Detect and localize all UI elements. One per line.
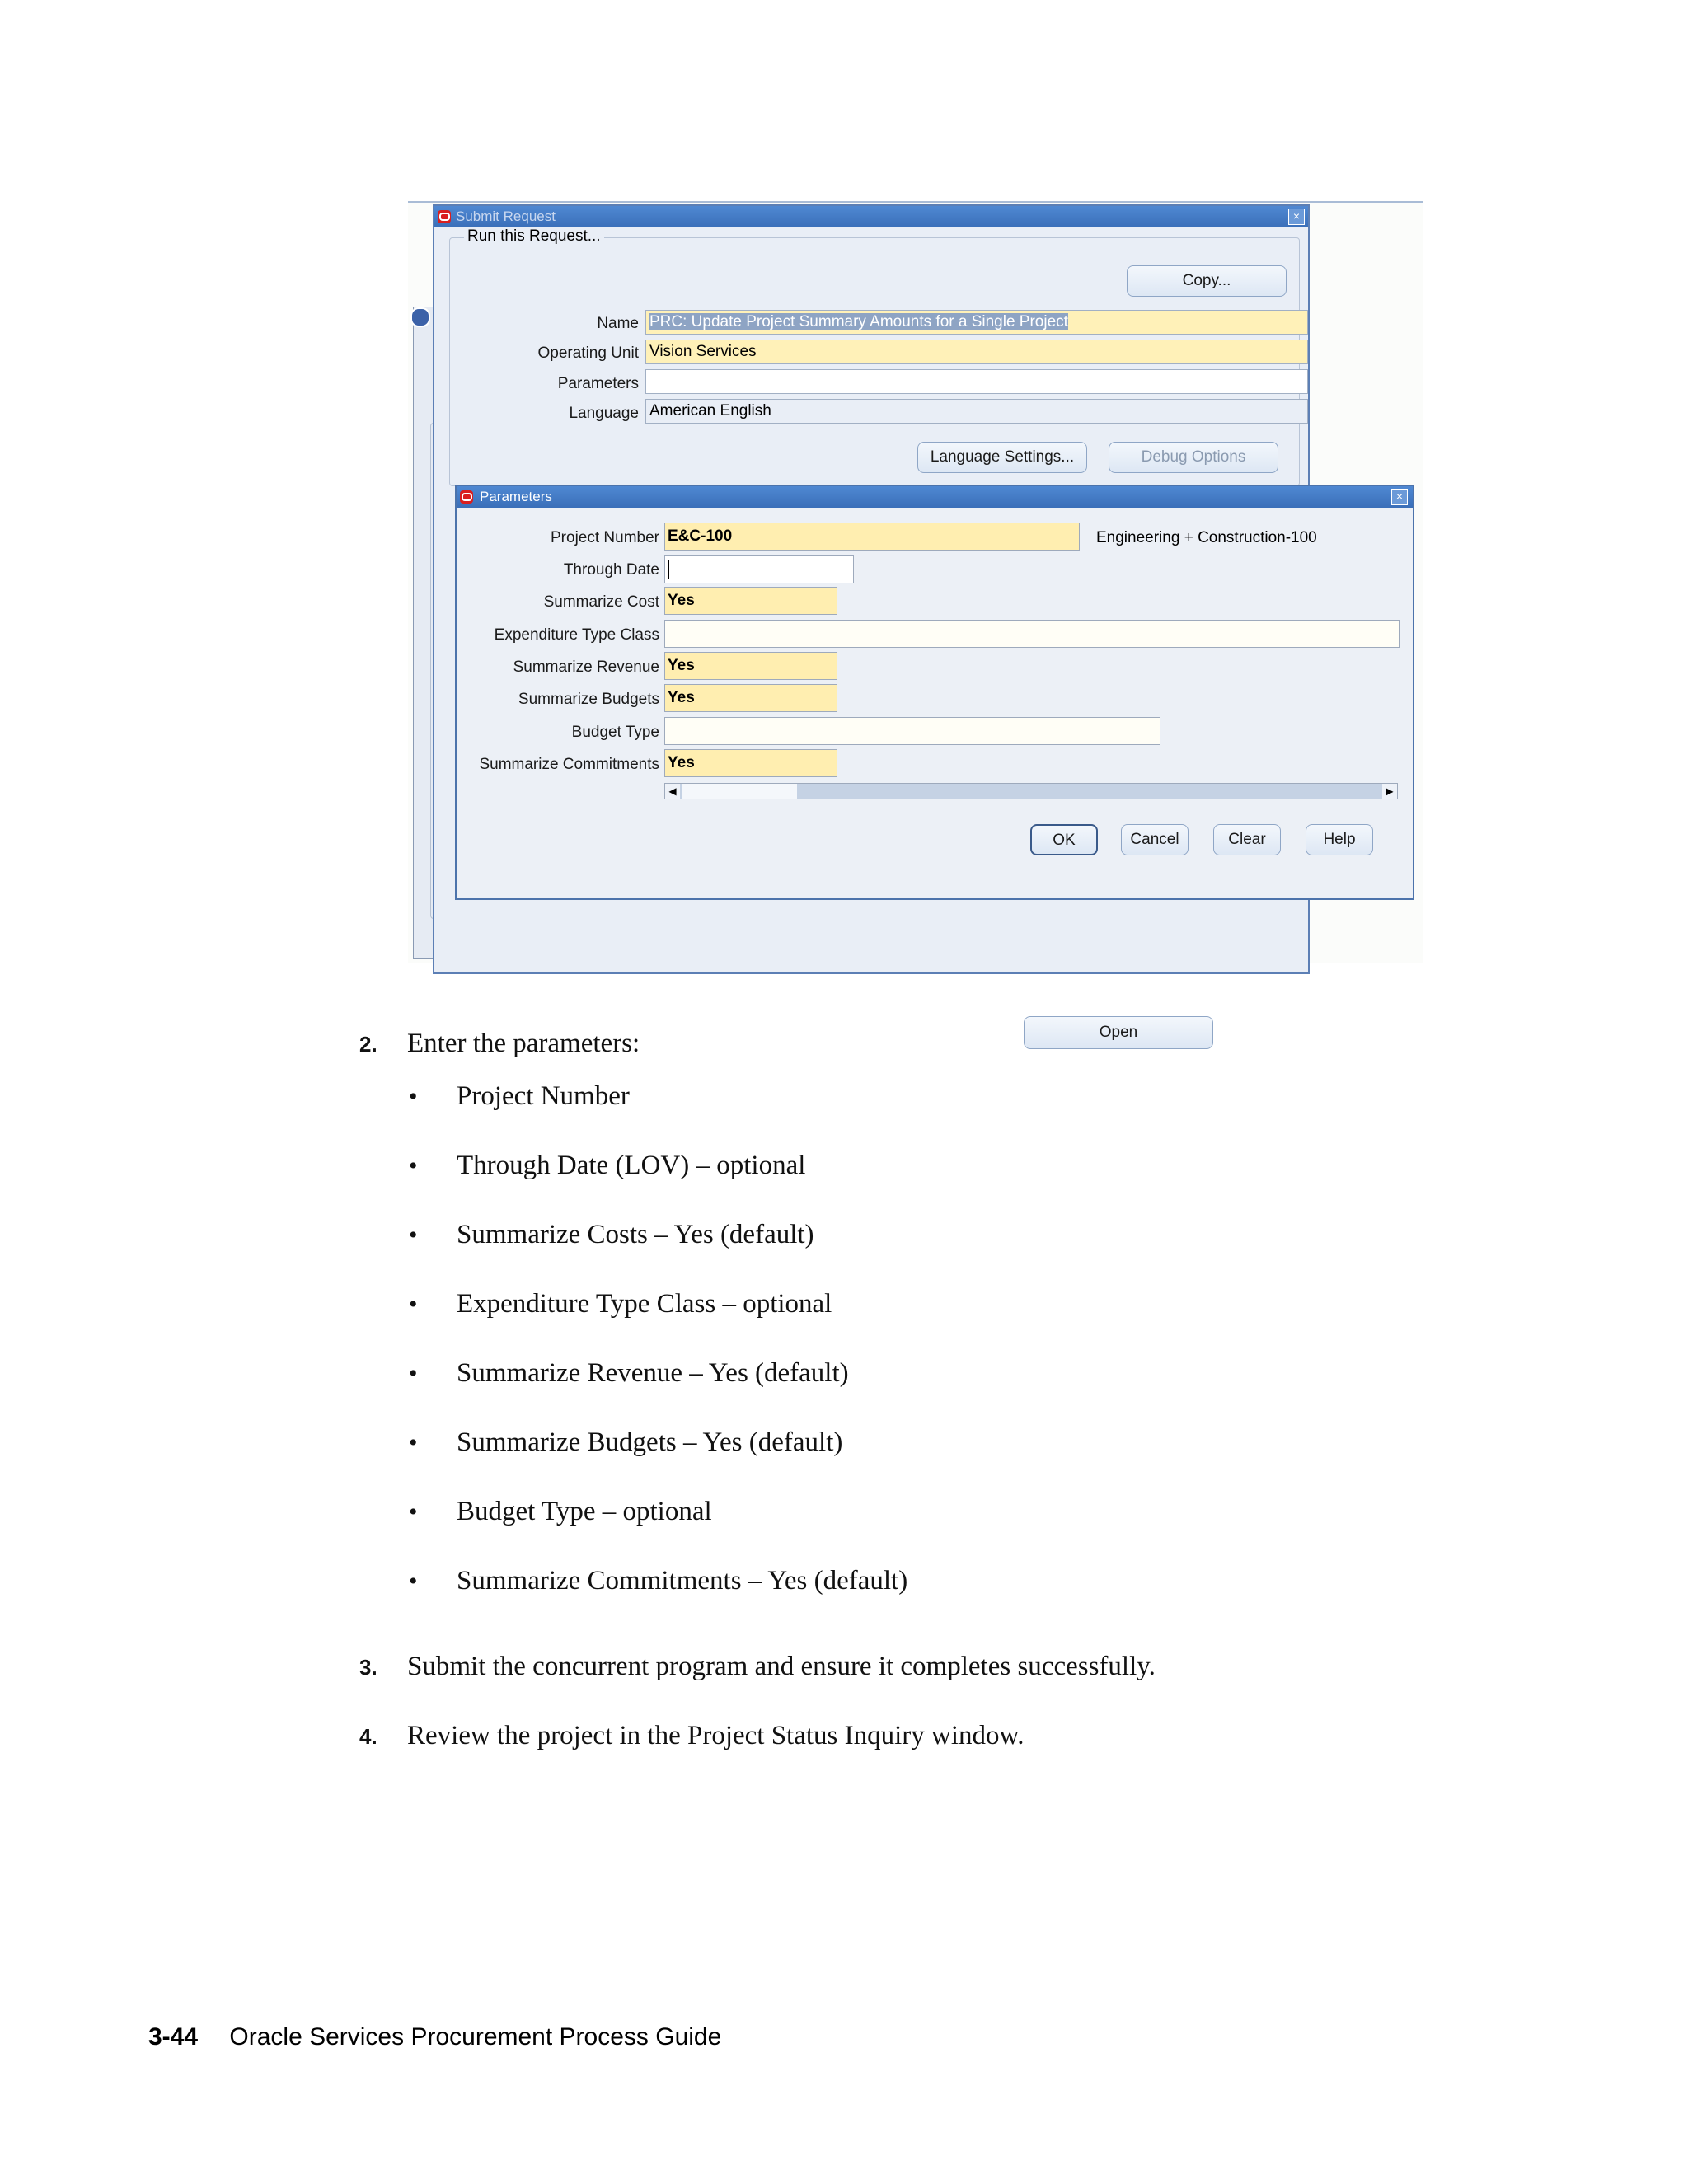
summarize-revenue-label: Summarize Revenue: [513, 658, 659, 676]
operating-unit-field[interactable]: [645, 340, 1308, 364]
bullet-icon: •: [409, 1498, 418, 1526]
parameters-field[interactable]: [645, 369, 1308, 394]
name-value: PRC: Update Project Summary Amounts for a Single Project: [649, 313, 1068, 330]
list-item-text: Summarize Revenue – Yes (default): [457, 1358, 849, 1388]
list-item-text: Summarize Costs – Yes (default): [457, 1220, 814, 1249]
list-item-text: Project Number: [457, 1081, 630, 1111]
summarize-revenue-field[interactable]: [664, 652, 837, 680]
clock-icon: [410, 307, 430, 327]
step-number: 3.: [359, 1655, 377, 1680]
scrollbar-thumb[interactable]: [682, 784, 797, 799]
scroll-right-icon[interactable]: ▶: [1382, 784, 1397, 799]
language-label: Language: [569, 405, 639, 422]
open-button-label: Open: [1099, 1024, 1138, 1041]
list-item: [409, 1497, 712, 1527]
expenditure-type-class-field[interactable]: [664, 620, 1400, 648]
close-icon[interactable]: ×: [1391, 489, 1408, 505]
list-item-text: Summarize Commitments – Yes (default): [457, 1566, 908, 1596]
language-field[interactable]: [645, 399, 1308, 424]
name-label: Name: [597, 315, 639, 332]
clear-button[interactable]: [1213, 824, 1281, 855]
top-rule: [408, 201, 1423, 203]
list-item: [409, 1358, 849, 1389]
debug-options-button[interactable]: [1109, 442, 1278, 473]
summarize-budgets-field[interactable]: [664, 684, 837, 712]
ok-button[interactable]: [1030, 824, 1098, 855]
summarize-commitments-label: Summarize Commitments: [479, 756, 659, 773]
budget-type-label: Budget Type: [571, 724, 659, 741]
step-text: Enter the parameters:: [407, 1029, 640, 1058]
cancel-button[interactable]: [1121, 824, 1189, 855]
parameters-titlebar: [457, 486, 1413, 508]
copy-button-label: Copy...: [1182, 272, 1231, 289]
summarize-cost-value: Yes: [668, 592, 695, 609]
summarize-commitments-value: Yes: [668, 754, 695, 771]
project-number-value: E&C-100: [668, 527, 733, 545]
copy-button[interactable]: [1127, 265, 1287, 297]
ok-label: OK: [1053, 832, 1076, 849]
operating-unit-label: Operating Unit: [537, 344, 639, 362]
step-number: 2.: [359, 1032, 377, 1057]
clear-label: Clear: [1228, 831, 1266, 848]
bullet-icon: •: [409, 1221, 418, 1249]
list-item-text: Summarize Budgets – Yes (default): [457, 1427, 843, 1457]
submit-request-titlebar: [434, 206, 1308, 227]
summarize-cost-field[interactable]: [664, 587, 837, 615]
operating-unit-value: Vision Services: [649, 343, 757, 360]
project-number-label: Project Number: [551, 529, 659, 546]
list-item: [409, 1427, 843, 1458]
bullet-icon: •: [409, 1083, 418, 1110]
step-text: Submit the concurrent program and ensure it completes successfully.: [407, 1652, 1156, 1681]
bullet-icon: •: [409, 1360, 418, 1387]
language-settings-label: Language Settings...: [930, 448, 1075, 466]
bullet-icon: •: [409, 1429, 418, 1456]
guide-title: Oracle Services Procurement Process Guide: [229, 2023, 722, 2050]
budget-type-field[interactable]: [664, 717, 1160, 745]
text-cursor: [668, 560, 669, 579]
list-item: [409, 1151, 806, 1181]
embedded-screenshot: [408, 201, 1423, 1041]
summarize-revenue-value: Yes: [668, 657, 695, 674]
through-date-field[interactable]: [664, 555, 854, 583]
scroll-left-icon[interactable]: ◀: [665, 784, 680, 799]
language-value: American English: [649, 402, 771, 419]
run-request-group-label: Run this Request...: [464, 227, 604, 246]
through-date-label: Through Date: [563, 561, 659, 579]
summarize-budgets-value: Yes: [668, 689, 695, 706]
parameters-title: Parameters: [480, 489, 552, 504]
oracle-logo-icon: [438, 210, 451, 223]
help-button[interactable]: [1306, 824, 1373, 855]
open-button[interactable]: [1024, 1016, 1213, 1049]
bullet-icon: •: [409, 1568, 418, 1595]
bullet-icon: •: [409, 1152, 418, 1179]
step-number: 4.: [359, 1724, 377, 1749]
parameters-label: Parameters: [557, 375, 639, 392]
step-text: Review the project in the Project Status Inquiry window.: [407, 1721, 1025, 1750]
cancel-label: Cancel: [1130, 831, 1179, 848]
summarize-cost-label: Summarize Cost: [543, 593, 659, 611]
debug-options-label: Debug Options: [1141, 448, 1246, 466]
list-item: [409, 1220, 814, 1250]
expenditure-type-class-label: Expenditure Type Class: [494, 626, 659, 644]
language-settings-button[interactable]: [917, 442, 1087, 473]
bullet-icon: •: [409, 1291, 418, 1318]
list-item-text: Budget Type – optional: [457, 1497, 712, 1526]
help-label: Help: [1323, 831, 1356, 848]
list-item: [409, 1081, 630, 1112]
list-item: [409, 1566, 908, 1596]
summarize-budgets-label: Summarize Budgets: [518, 691, 659, 708]
project-description: Engineering + Construction-100: [1096, 529, 1317, 546]
list-item-text: Expenditure Type Class – optional: [457, 1289, 832, 1319]
horizontal-scrollbar[interactable]: [664, 783, 1398, 799]
list-item: [409, 1289, 832, 1319]
parameters-dialog: [455, 485, 1414, 900]
page-footer: [148, 2023, 721, 2051]
submit-request-title: Submit Request: [456, 209, 556, 224]
close-icon[interactable]: ×: [1288, 209, 1305, 225]
page-number: 3-44: [148, 2023, 199, 2050]
oracle-logo-icon: [460, 490, 473, 504]
name-field[interactable]: [645, 310, 1308, 335]
summarize-commitments-field[interactable]: [664, 749, 837, 777]
list-item-text: Through Date (LOV) – optional: [457, 1151, 806, 1180]
project-number-field[interactable]: [664, 523, 1080, 551]
